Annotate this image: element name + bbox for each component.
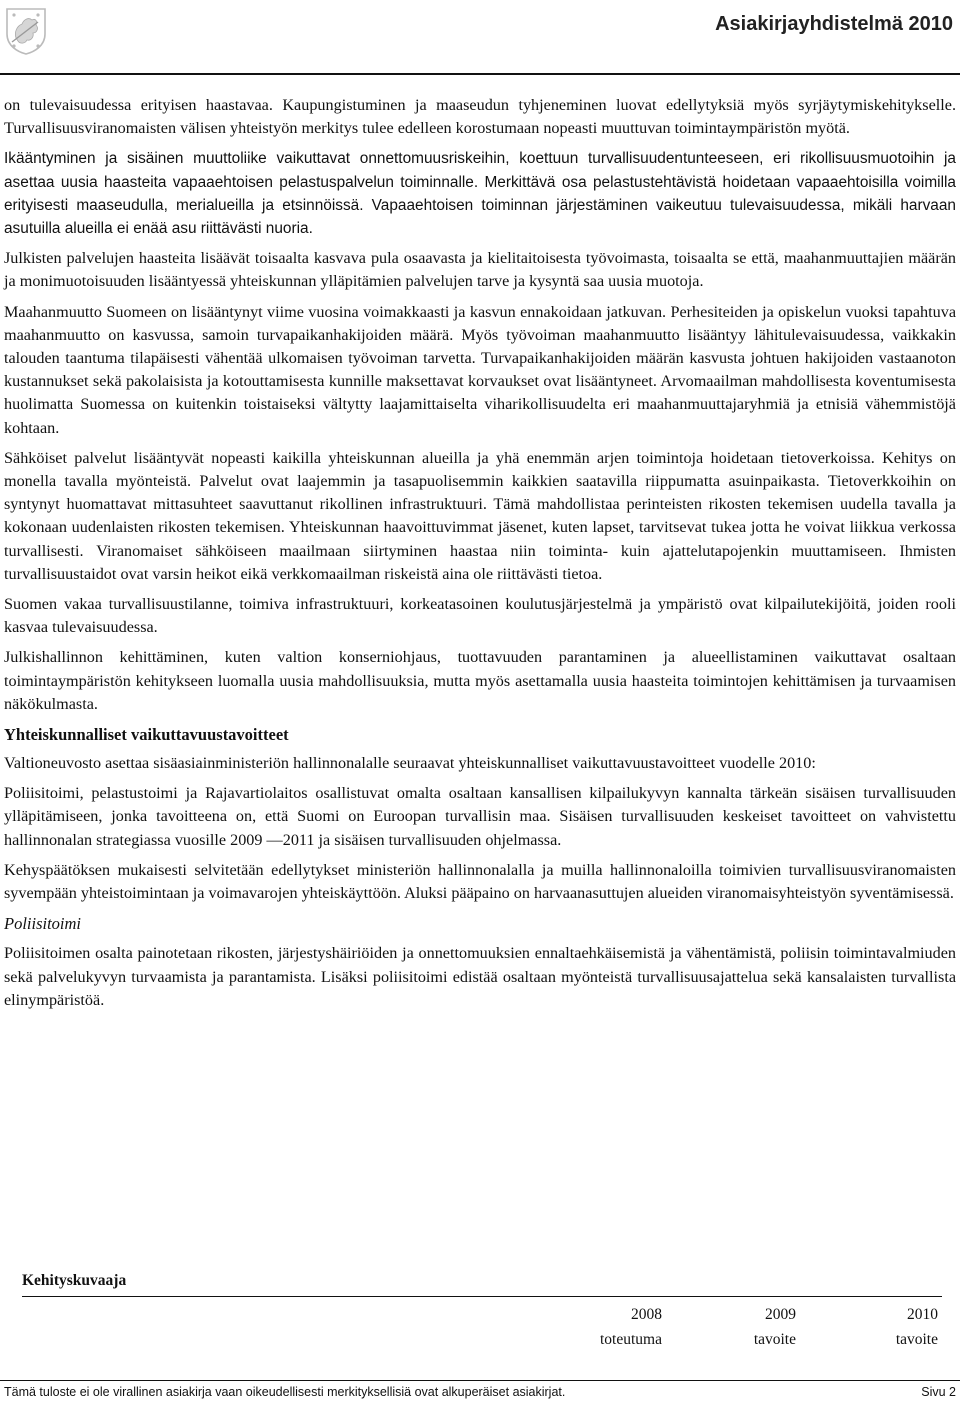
page-number: Sivu 2 xyxy=(921,1385,956,1399)
body-paragraph: Kehyspäätöksen mukaisesti selvitetään edellytykset ministeriön hallinnonalalla ja muilla hallinnonaloilla toimivien turvallisuusviranomaisten syvempään yhteistoimintaan ja voimavarojen yhteiskäyttöön. Aluksi pääpaino on harvaanasuttujen alueiden viranomaisyhteistyön syventämisessä. xyxy=(4,860,956,903)
value-type: tavoite xyxy=(753,1330,796,1348)
year-header: 2009 xyxy=(765,1305,796,1323)
body-paragraph: Suomen vakaa turvallisuustilanne, toimiva infrastruktuuri, korkeatasoinen koulutusjärjestelmä ja ympäristö ovat kilpailutekijöitä, joiden rooli kasvaa tulevaisuudessa. xyxy=(4,595,956,637)
table-title: Kehityskuvaaja xyxy=(22,1272,127,1289)
body-paragraph: Julkishallinnon kehittäminen, kuten valtion konserniohjaus, tuottavuuden parantaminen ja alueellistaminen vaikuttavat osaltaan toimintaympäristön kehitykseen luomalla uusia mahdollisuuksia, mutta myös asettamalla uusia haasteita toimintojen kehittämisen ja turvaamisen näkökulmasta. xyxy=(4,648,956,713)
document-body xyxy=(4,94,956,1019)
body-paragraph: Poliisitoimi, pelastustoimi ja Rajavartiolaitos osallistuvat omalta osaltaan kansallisen kilpailukyvyn kannalta tärkeän sisäisen turvallisuuden ylläpitämiseen, jonka tavoitteena on, että Suomi on Euroopan turvallisin maa. Sisäisen turvallisuuden keskeiset tavoitteet on vahvistettu hallinnonalan strategiassa vuosille 2009 —2011 ja sisäisen turvallisuuden ohjelmassa. xyxy=(4,784,956,849)
table-divider xyxy=(22,1296,942,1297)
section-heading: Yhteiskunnalliset vaikuttavuustavoitteet xyxy=(4,725,289,745)
value-type: tavoite xyxy=(895,1330,938,1348)
development-table xyxy=(22,1272,942,1348)
footer-note: Tämä tuloste ei ole virallinen asiakirja vaan oikeudellisesti merkityksellisiä ovat alkuperäiset asiakirjat. xyxy=(4,1385,566,1399)
body-paragraph: Ikääntyminen ja sisäinen muuttoliike vaikuttavat onnettomuusriskeihin, koettuun turvallisuudentunteeseen, eri rikollisuusmuotoihin ja asettaa uusia haasteita vapaaehtoisen pelastuspalvelun toiminnalle. Merkittävä osa pelastustehtävistä hoidetaan vapaaehtoisilla voimilla erityisesti maaseudulla, merialueilla ja etsinnöissä. Vapaaehtoisen toiminnan järjestäminen vaikeutuu tulevaisuudessa, mikäli harvaan asutuilla alueilla ei enää asu riittävästi nuoria. xyxy=(4,150,956,238)
body-paragraph: Julkisten palvelujen haasteita lisäävät toisaalta kasvava pula osaavasta ja kielitaitoisesta työvoimasta, toisaalta se että, maahanmuuttajien määrän ja monimuotoisuuden lisääntyessä yhteiskunnan ylläpitämien palvelujen tarve ja kysyntä saa uusia muotoja. xyxy=(4,249,956,291)
body-paragraph: on tulevaisuudessa erityisen haastavaa. Kaupungistuminen ja maaseudun tyhjeneminen luovat edellytyksiä myös syrjäytymiskehitykselle. Turvallisuusviranomaisten välisen yhteistyön merkitys tulee edelleen korostumaan nopeasti muuttuvan toimintaympäristön myötä. xyxy=(4,96,956,138)
year-header: 2010 xyxy=(907,1305,938,1323)
page-header xyxy=(0,0,960,70)
body-paragraph: Maahanmuutto Suomeen on lisääntynyt viime vuosina voimakkaasti ja kasvun ennakoidaan jatkuvan. Perhesiteiden ja opiskelun vuoksi tapahtuva maahanmuutto on kasvussa, samoin turvapaikanhakijoiden määrä. Myös työvoiman maahanmuutto lisääntyy lähitulevaisuudessa, vaikkakin talouden taantuma tilapäisesti vähentää ulkomaisen työvoiman tarvetta. Turvapaikanhakijoiden määrän kasvusta johtuen hakijoiden vastaanoton kustannukset sekä pakolaisista ja kotouttamisesta kunnille maksettavat korvaukset ovat lisääntyneet. Arvomaailman mahdollisesta koventumisesta huolimatta Suomessa on kuitenkin toistaiseksi vältytty laajamittaiselta viharikollisuudelta eri maahanmuuttajaryhmiä ja etnisiä vähemmistöjä kohtaan. xyxy=(4,302,956,437)
year-header: 2008 xyxy=(631,1305,662,1323)
body-paragraph: Sähköiset palvelut lisääntyvät nopeasti kaikilla yhteiskunnan alueilla ja yhä enemmän arjen toimintoja hoidetaan tietoverkoissa. Kehitys on monella tavalla myönteistä. Palvelut ovat laajemmin ja tasapuolisemmin kaikkien saatavilla riippumatta asuinpaikasta. Tietoverkkoihin on syntynyt huomattavat mittasuhteet saavuttanut rikollinen infrastruktuuri. Tämä mahdollistaa perinteisten rikosten tekemisen uudella tavalla ja kokonaan uudenlaisten rikosten tekemisen. Yhteiskunnan haavoittuvimmat jäsenet, kuten lapset, tarvitsevat tukea jotta he voivat liikkua verkossa turvallisesti. Viranomaiset sähköiseen maailmaan siirtyminen haastaa niin toiminta- kuin ajattelutapojenkin muuttamiseen. Ihmisten turvallisuustaidot ovat varsin heikot eikä verkkomaailman riskeistä aina ole riittävästi tietoa. xyxy=(4,448,956,583)
body-paragraph: Poliisitoimen osalta painotetaan rikosten, järjestyshäiriöiden ja onnettomuuksien ennaltaehkäisemistä ja vähentämistä, poliisin toimintavalmiuden sekä palvelukyvyn turvaamista ja parantamista. Lisäksi poliisitoimi edistää osaltaan myönteistä turvallisuusajattelua sekä kansalaisten turvallista elinympäristöä. xyxy=(4,944,956,1009)
document-title: Asiakirjayhdistelmä 2010 xyxy=(715,13,953,35)
header-divider xyxy=(0,73,960,75)
value-type: toteutuma xyxy=(600,1330,662,1348)
year-table xyxy=(574,1302,938,1352)
table-row xyxy=(574,1302,938,1327)
subsection-heading: Poliisitoimi xyxy=(4,914,82,934)
coat-of-arms-lion-icon xyxy=(4,6,48,56)
page-footer xyxy=(4,1385,956,1399)
footer-divider xyxy=(0,1380,960,1381)
table-row xyxy=(574,1327,938,1352)
body-paragraph: Valtioneuvosto asettaa sisäasiainministeriön hallinnonalalle seuraavat yhteiskunnalliset vaikuttavuustavoitteet vuodelle 2010: xyxy=(4,754,816,773)
